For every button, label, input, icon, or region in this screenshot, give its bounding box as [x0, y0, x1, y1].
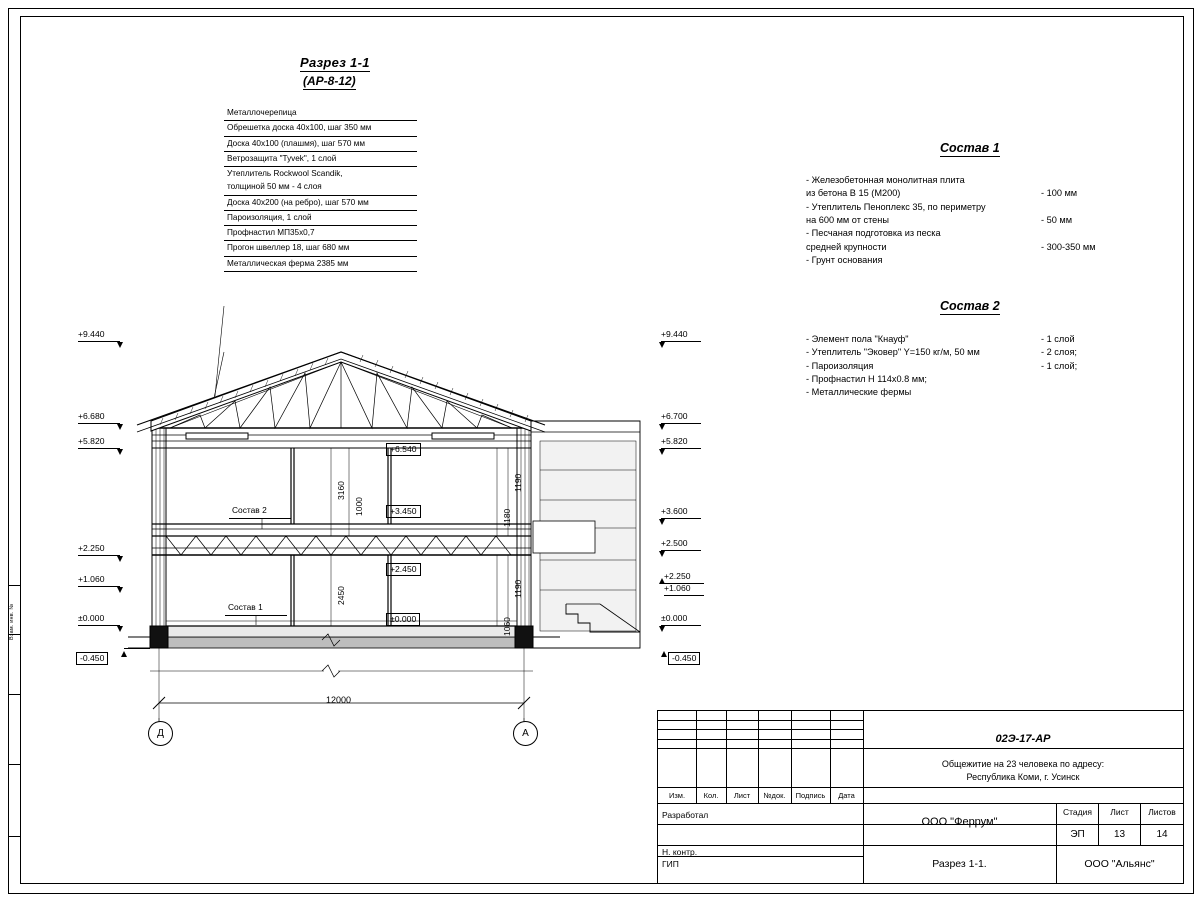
- composition-2-item: - Утеплитель "Эковер" Y=150 кг/м, 50 мм - 2 слоя;: [806, 347, 1077, 358]
- level-mark-right: +3.600: [661, 506, 688, 516]
- axis-marker: А: [513, 721, 538, 746]
- dimension-vertical: 1190: [513, 473, 523, 492]
- object-line-1: Общежитие на 23 человека по адресу:: [941, 759, 1105, 769]
- level-rule: [78, 586, 120, 587]
- design-company: ООО "Феррум": [921, 816, 998, 828]
- composition-1-item: средней крупности - 300-350 мм: [806, 241, 1096, 252]
- level-arrow-icon: [659, 342, 665, 348]
- col-header-list: Лист: [733, 791, 751, 800]
- level-mark-right: +5.820: [661, 436, 688, 446]
- dimension-vertical: 1180: [502, 508, 512, 527]
- sheet-title: Разрез 1-1.: [932, 858, 987, 870]
- sheets-header: Листов: [1148, 807, 1176, 817]
- composition-2-item: - Элемент пола "Кнауф" - 1 слой: [806, 334, 1075, 344]
- spec-row: Обрешетка доска 40х100, шаг 350 мм: [224, 120, 417, 136]
- left-margin-label: Взам. инв. №: [9, 603, 15, 640]
- dimension-vertical: 3160: [336, 481, 346, 500]
- level-rule: [661, 341, 701, 342]
- composition-1-item: на 600 мм от стены - 50 мм: [806, 215, 1073, 226]
- project-code: 02Э-17-АР: [995, 733, 1051, 745]
- level-arrow-icon: [117, 556, 123, 562]
- dimension-overall: 12000: [326, 695, 352, 705]
- sheet-header: Лист: [1110, 807, 1129, 817]
- col-header-kol: Кол.: [703, 791, 719, 800]
- sheet-value: 13: [1113, 829, 1126, 840]
- sheets-value: 14: [1156, 829, 1168, 840]
- dimension-vertical: 2450: [336, 586, 346, 605]
- level-mark-inner: +2.450: [386, 563, 421, 576]
- level-rule: [661, 625, 701, 626]
- level-rule: [78, 625, 120, 626]
- composition-1-item: - Песчаная подготовка из песка: [806, 228, 941, 239]
- level-arrow-icon: [659, 449, 665, 455]
- level-mark-right: +2.500: [661, 538, 688, 548]
- level-rule: [124, 648, 150, 649]
- title-block: [657, 710, 1184, 884]
- callout-composition-1: Состав 1: [228, 602, 263, 612]
- spec-row: Ветрозащита "Tyvek", 1 слой: [224, 152, 417, 167]
- level-arrow-icon: [659, 626, 665, 632]
- callout-composition-2: Состав 2: [232, 505, 267, 515]
- col-header-ndok: №док.: [763, 791, 786, 800]
- spec-row: Утеплитель Rockwool Scandik,: [227, 169, 343, 178]
- level-mark-right: +6.700: [661, 411, 688, 421]
- axis-marker: Д: [148, 721, 173, 746]
- section-title: Разрез 1-1: [300, 55, 370, 70]
- composition-1-item: из бетона В 15 (М200) - 100 мм: [806, 188, 1078, 199]
- role-nkontr: Н. контр.: [662, 847, 698, 857]
- stage-value: ЭП: [1070, 829, 1085, 840]
- level-arrow-icon: [117, 587, 123, 593]
- level-arrow-icon: [117, 424, 123, 430]
- callout-underline: [229, 518, 291, 519]
- spec-row: Доска 40х100 (плашмя), шаг 570 мм: [224, 137, 417, 152]
- level-rule: [664, 595, 704, 596]
- spec-row: Профнастил МП35х0,7: [224, 226, 417, 241]
- level-mark-inner: +6.540: [386, 443, 421, 456]
- level-rule: [661, 550, 701, 551]
- level-arrow-icon: [659, 519, 665, 525]
- level-mark-right: +1.060: [664, 583, 691, 593]
- spec-row: толщиной 50 мм - 4 слоя: [224, 180, 417, 195]
- level-rule: [78, 448, 120, 449]
- level-mark-left: ±0.000: [78, 613, 105, 623]
- level-rule: [661, 448, 701, 449]
- dimension-vertical: 1060: [502, 617, 512, 636]
- level-mark-inner: +3.450: [386, 505, 421, 518]
- level-rule: [661, 423, 701, 424]
- level-arrow-icon: [117, 626, 123, 632]
- level-mark-right: ±0.000: [661, 613, 688, 623]
- level-mark-left: -0.450: [76, 652, 108, 665]
- level-arrow-icon: [117, 449, 123, 455]
- level-mark-right: -0.450: [668, 652, 700, 665]
- composition-1-heading: Состав 1: [940, 141, 1000, 155]
- level-mark-left: +6.680: [78, 411, 105, 421]
- composition-2-item: - Профнастил Н 114х0.8 мм;: [806, 374, 927, 385]
- level-rule: [78, 423, 120, 424]
- level-arrow-icon: [117, 342, 123, 348]
- composition-2-item: - Металлические фермы: [806, 387, 912, 398]
- level-mark-right: +2.250: [664, 571, 691, 581]
- stage-header: Стадия: [1063, 807, 1092, 817]
- spec-row: Пароизоляция, 1 слой: [224, 211, 417, 226]
- col-header-izm: Изм.: [668, 791, 686, 800]
- col-header-podpis: Подпись: [795, 791, 826, 800]
- composition-1-item: - Утеплитель Пеноплекс 35, по периметру: [806, 201, 986, 212]
- col-header-data: Дата: [838, 791, 855, 800]
- level-mark-right: +9.440: [661, 329, 688, 339]
- level-rule: [78, 341, 120, 342]
- dimension-vertical: 1190: [513, 579, 523, 598]
- role-gip: ГИП: [662, 859, 679, 869]
- customer-company: ООО "Альянс": [1084, 858, 1155, 870]
- level-rule: [78, 555, 120, 556]
- spec-row: Прогон швеллер 18, шаг 680 мм: [224, 241, 417, 256]
- level-rule: [661, 518, 701, 519]
- dimension-vertical: 1000: [354, 497, 364, 516]
- spec-lead: Металлочерепица: [227, 108, 297, 117]
- composition-2-heading: Состав 2: [940, 299, 1000, 313]
- composition-2-item: - Пароизоляция - 1 слой;: [806, 360, 1078, 371]
- callout-underline: [225, 615, 287, 616]
- spec-row: Металлическая ферма 2385 мм: [224, 257, 417, 272]
- level-mark-left: +5.820: [78, 436, 105, 446]
- level-mark-left: +1.060: [78, 574, 105, 584]
- spec-row: Доска 40х200 (на ребро), шаг 570 мм: [224, 196, 417, 211]
- level-mark-inner: ±0.000: [386, 613, 420, 626]
- role-razrabotal: Разработал: [662, 810, 709, 820]
- level-arrow-icon: [659, 424, 665, 430]
- composition-1-item: - Железобетонная монолитная плита: [806, 175, 965, 185]
- level-mark-left: +9.440: [78, 329, 105, 339]
- section-ref: (АР-8-12): [303, 74, 356, 88]
- level-mark-left: +2.250: [78, 543, 105, 553]
- level-arrow-icon: [121, 651, 127, 657]
- level-arrow-icon: [661, 651, 667, 657]
- level-arrow-icon: [659, 551, 665, 557]
- object-line-2: Республика Коми, г. Усинск: [966, 772, 1080, 782]
- composition-1-item: - Грунт основания: [806, 255, 883, 266]
